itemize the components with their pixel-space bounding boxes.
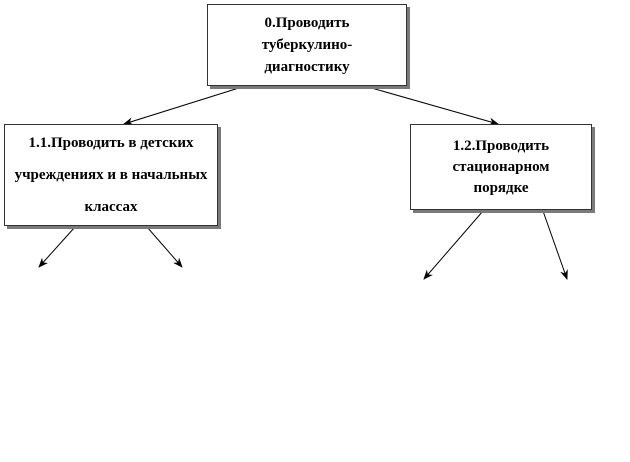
edge-right-to-child-2 [543, 211, 567, 279]
edge-right-to-child-1 [424, 211, 483, 279]
node-child-left-label: 1.1.Проводить в детских учреждениях и в начальных классах [14, 135, 208, 215]
node-child-right-label: 1.2.Проводить стационарном порядке [452, 137, 550, 196]
node-child-right [410, 124, 592, 210]
node-root [207, 4, 407, 86]
edge-left-to-child-2 [147, 227, 182, 267]
edge-root-to-left [124, 87, 242, 124]
node-root-label: 0.Проводить туберкулино-диагностику [261, 15, 353, 75]
node-child-left [4, 124, 218, 226]
edge-root-to-right [368, 87, 498, 124]
edge-left-to-child-1 [39, 227, 75, 267]
